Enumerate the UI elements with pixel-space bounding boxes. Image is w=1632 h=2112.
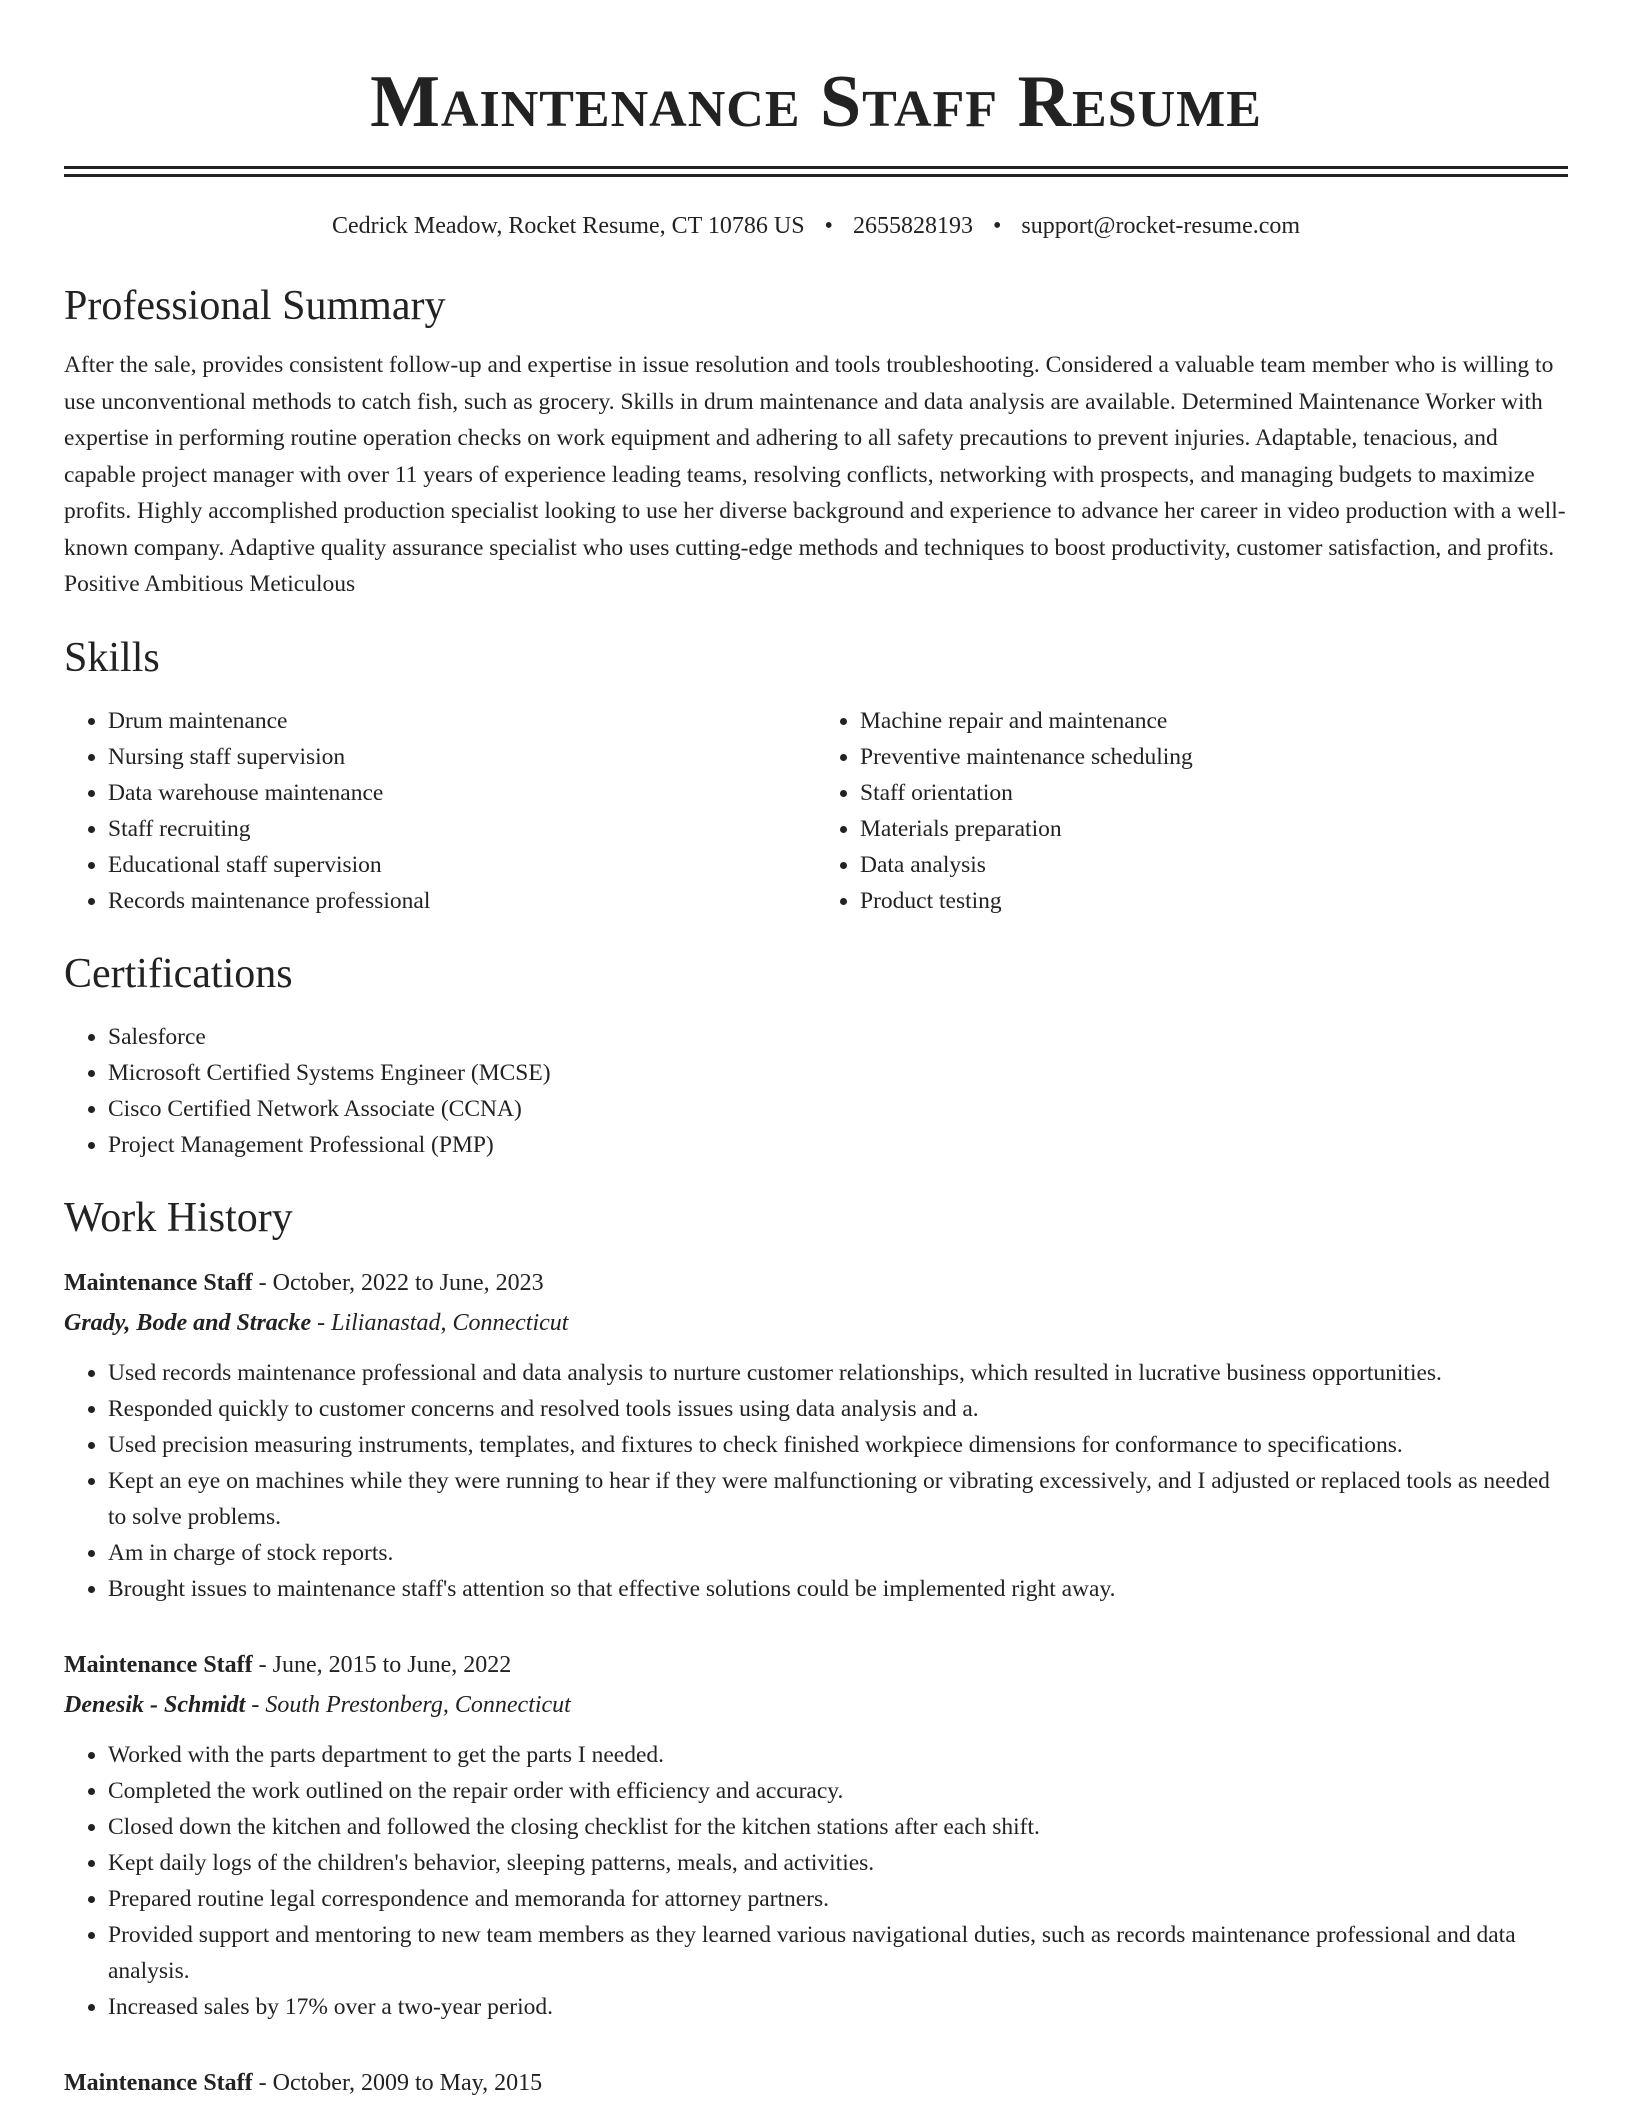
title-rule-thick bbox=[64, 166, 1568, 169]
job-title-line bbox=[64, 2063, 1568, 2103]
skill-item: • Drum maintenance bbox=[108, 703, 816, 739]
resume-page bbox=[64, 0, 1568, 2103]
job-company: Denesik - Schmidt bbox=[64, 1691, 246, 1718]
contact-address: Cedrick Meadow, Rocket Resume, CT 10786 US bbox=[331, 213, 805, 239]
job-company-line bbox=[64, 1303, 1568, 1343]
job-title-line bbox=[64, 1645, 1568, 1685]
skill-item: • Materials preparation bbox=[860, 811, 1568, 847]
skill-item: • Staff recruiting bbox=[108, 811, 816, 847]
job-dates: - October, 2022 to June, 2023 bbox=[258, 1269, 544, 1296]
job-bullet: • Used precision measuring instruments, templates, and fixtures to check finished workpiece dimensions for conformance to specifications. bbox=[108, 1427, 1568, 1463]
contact-line bbox=[64, 211, 1568, 241]
skill-item: • Educational staff supervision bbox=[108, 847, 816, 883]
job-bullet: • Brought issues to maintenance staff's attention so that effective solutions could be implemented right away. bbox=[108, 1571, 1568, 1607]
skills-list-left bbox=[64, 703, 816, 919]
contact-email: support@rocket-resume.com bbox=[1021, 213, 1301, 239]
job-bullet: • Kept daily logs of the children's behavior, sleeping patterns, meals, and activities. bbox=[108, 1845, 1568, 1881]
job-dates: - October, 2009 to May, 2015 bbox=[258, 2069, 543, 2096]
job-bullet: • Increased sales by 17% over a two-year period. bbox=[108, 1989, 1568, 2025]
certifications-heading: Certifications bbox=[64, 950, 293, 997]
certification-item: • Cisco Certified Network Associate (CCNA) bbox=[108, 1091, 1568, 1127]
summary-text: After the sale, provides consistent follow-up and expertise in issue resolution and tools troubleshooting. Considered a valuable team member who is willing to use unconventional methods to catch fish, such as grocery. Skills in drum maintenance and data analysis are available. Determined Maintenance Worker with expertise in performing routine operation checks on work equipment and adhering to all safety precautions to prevent injuries. Adaptable, tenacious, and capable project manager with over 11 years of experience leading teams, resolving conflicts, networking with prospects, and managing budgets to maximize profits. Highly accomplished production specialist looking to use her diverse background and experience to advance her career in video production with a well-known company. Adaptive quality assurance specialist who uses cutting-edge methods and techniques to boost productivity, customer satisfaction, and profits. Positive Ambitious Meticulous bbox=[64, 352, 1566, 597]
job-bullets bbox=[64, 1355, 1568, 1607]
job-title: Maintenance Staff bbox=[64, 1651, 253, 1678]
job-company-line bbox=[64, 1685, 1568, 1725]
skills-list-right bbox=[816, 703, 1568, 919]
summary-heading: Professional Summary bbox=[64, 283, 446, 329]
certification-item: • Project Management Professional (PMP) bbox=[108, 1127, 1568, 1163]
job-bullet: • Am in charge of stock reports. bbox=[108, 1535, 1568, 1571]
job-dates: - June, 2015 to June, 2022 bbox=[258, 1651, 512, 1678]
contact-separator: • bbox=[992, 213, 1002, 239]
job-bullet: • Completed the work outlined on the repair order with efficiency and accuracy. bbox=[108, 1773, 1568, 1809]
contact-phone: 2655828193 bbox=[852, 213, 973, 239]
job-entry bbox=[64, 1263, 1568, 1607]
skill-item: • Nursing staff supervision bbox=[108, 739, 816, 775]
skill-item: • Staff orientation bbox=[860, 775, 1568, 811]
job-location: - Lilianastad, Connecticut bbox=[317, 1309, 569, 1336]
skill-item: • Data analysis bbox=[860, 847, 1568, 883]
certifications-list bbox=[64, 1019, 1568, 1163]
job-bullet: • Worked with the parts department to get the parts I needed. bbox=[108, 1737, 1568, 1773]
job-title: Maintenance Staff bbox=[64, 1269, 253, 1296]
skill-item: • Records maintenance professional bbox=[108, 883, 816, 919]
skill-item: • Machine repair and maintenance bbox=[860, 703, 1568, 739]
job-bullet: • Prepared routine legal correspondence and memoranda for attorney partners. bbox=[108, 1881, 1568, 1917]
job-title: Maintenance Staff bbox=[64, 2069, 253, 2096]
skills-heading: Skills bbox=[64, 634, 160, 681]
work-history-heading: Work History bbox=[64, 1194, 293, 1241]
contact-separator: • bbox=[824, 213, 833, 239]
job-bullets bbox=[64, 1737, 1568, 2025]
job-bullet: • Provided support and mentoring to new team members as they learned various navigational duties, such as records maintenance professional and data analysis. bbox=[108, 1917, 1568, 1989]
skill-item: • Data warehouse maintenance bbox=[108, 775, 816, 811]
job-bullet: • Responded quickly to customer concerns and resolved tools issues using data analysis and a. bbox=[108, 1391, 1568, 1427]
job-bullet: • Kept an eye on machines while they were running to hear if they were malfunctioning or vibrating excessively, and I adjusted or replaced tools as needed to solve problems. bbox=[108, 1463, 1568, 1535]
skill-item: • Preventive maintenance scheduling bbox=[860, 739, 1568, 775]
job-title-line bbox=[64, 1263, 1568, 1303]
job-bullet: • Closed down the kitchen and followed the closing checklist for the kitchen stations after each shift. bbox=[108, 1809, 1568, 1845]
job-company: Grady, Bode and Stracke bbox=[64, 1309, 312, 1336]
certification-item: • Microsoft Certified Systems Engineer (MCSE) bbox=[108, 1055, 1568, 1091]
skills-columns bbox=[64, 703, 1568, 919]
certification-item: • Salesforce bbox=[108, 1019, 1568, 1055]
job-bullet: • Used records maintenance professional and data analysis to nurture customer relationships, which resulted in lucrative business opportunities. bbox=[108, 1355, 1568, 1391]
job-location: - South Prestonberg, Connecticut bbox=[251, 1691, 571, 1718]
job-entry bbox=[64, 2063, 1568, 2103]
resume-title: Maintenance Staff Resume bbox=[370, 61, 1262, 143]
job-entry bbox=[64, 1645, 1568, 2025]
title-rule-thin bbox=[64, 174, 1568, 177]
skill-item: • Product testing bbox=[860, 883, 1568, 919]
